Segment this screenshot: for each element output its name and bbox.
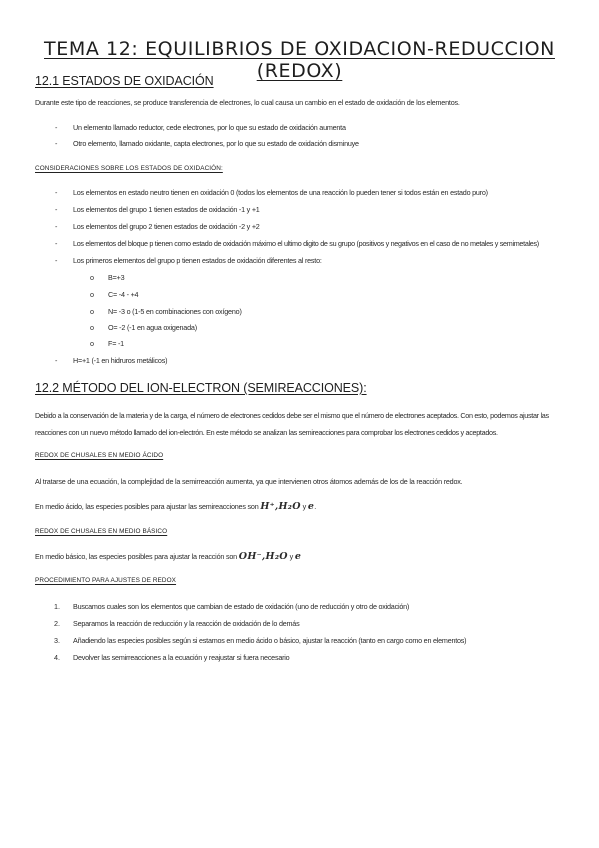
basic-species-formula: OH⁻,H₂O <box>238 551 288 562</box>
sub-bullet-marker: o <box>90 339 94 348</box>
bullet-marker: - <box>55 139 58 148</box>
step-number: 2. <box>54 619 60 628</box>
bullet-marker: - <box>55 239 58 248</box>
page-title: TEMA 12: EQUILIBRIOS DE OXIDACION-REDUCCION (REDOX) <box>44 38 555 82</box>
electron-symbol: e <box>307 501 315 512</box>
sub-list-item: B=+3 <box>108 273 125 282</box>
list-item: Otro elemento, llamado oxidante, capta electrones, por lo que su estado de oxidación disminuye <box>73 139 359 148</box>
bullet-marker: - <box>55 123 58 132</box>
section-heading-oxidation-states: 12.1 ESTADOS DE OXIDACIÓN <box>35 74 214 88</box>
list-item: Los elementos del grupo 1 tienen estados de oxidación -1 y +1 <box>73 205 260 214</box>
sub-bullet-marker: o <box>90 323 94 332</box>
acid-species-formula: H⁺,H₂O <box>260 501 301 512</box>
bullet-marker: - <box>55 188 58 197</box>
acid-medium-text: Al tratarse de una ecuación, la complejidad de la semirreacción aumenta, ya que intervienen otros átomos además de los de la reacción redox. <box>35 477 463 486</box>
sub-list-item: C= -4 - +4 <box>108 290 139 299</box>
step-number: 4. <box>54 653 60 662</box>
procedure-step: Separamos la reacción de reducción y la reacción de oxidación de lo demás <box>73 619 300 628</box>
list-item: H=+1 (-1 en hidruros metálicos) <box>73 356 168 365</box>
step-number: 3. <box>54 636 60 645</box>
sub-bullet-marker: o <box>90 273 94 282</box>
acid-medium-heading: REDOX DE CHUSALES EN MEDIO ÁCIDO <box>35 452 164 459</box>
bullet-marker: - <box>55 205 58 214</box>
basic-species-and: y <box>289 552 294 561</box>
basic-medium-heading: REDOX DE CHUSALES EN MEDIO BÁSICO <box>35 528 168 535</box>
sub-bullet-marker: o <box>90 307 94 316</box>
considerations-heading: CONSIDERACIONES SOBRE LOS ESTADOS DE OXIDACIÓN: <box>35 165 223 172</box>
acid-species-and: y <box>302 502 307 511</box>
list-item: Los primeros elementos del grupo p tienen estados de oxidación diferentes al resto: <box>73 256 322 265</box>
basic-species-prefix: En medio básico, las especies posibles para ajustar la reacción son <box>35 552 237 561</box>
list-item: Los elementos del bloque p tienen como estado de oxidación máximo el ultimo digito de su grupo (positivos y negativos en el caso de no metales y semimetales) <box>73 239 539 248</box>
sub-list-item: F= -1 <box>108 339 124 348</box>
list-item: Los elementos en estado neutro tienen en oxidación 0 (todos los elementos de una reacción lo pueden tener si todos están en estado puro) <box>73 188 488 197</box>
procedure-step: Añadiendo las especies posibles según si estamos en medio ácido o básico, ajustar la reacción (tanto en cargo como en elementos) <box>73 636 467 645</box>
list-item: Un elemento llamado reductor, cede electrones, por lo que su estado de oxidación aumenta <box>73 123 346 132</box>
list-item: Los elementos del grupo 2 tienen estados de oxidación -2 y +2 <box>73 222 260 231</box>
acid-species-prefix: En medio ácido, las especies posibles para ajustar las semireacciones son <box>35 502 259 511</box>
step-number: 1. <box>54 602 60 611</box>
electron-symbol: e <box>294 551 302 562</box>
sub-bullet-marker: o <box>90 290 94 299</box>
sub-list-item: O= -2 (-1 en agua oxigenada) <box>108 323 197 332</box>
procedure-step: Devolver las semirreacciones a la ecuación y reajustar si fuera necesario <box>73 653 290 662</box>
procedure-heading: PROCEDIMIENTO PARA AJUSTES DE REDOX <box>35 577 177 584</box>
sub-list-item: N= -3 o (1-5 en combinaciones con oxígeno) <box>108 307 242 316</box>
basic-medium-species <box>35 551 301 562</box>
bullet-marker: - <box>55 356 58 365</box>
procedure-step: Buscamos cuales son los elementos que cambian de estado de oxidación (uno de reducción y otro de oxidación) <box>73 602 410 611</box>
acid-medium-species <box>35 501 316 512</box>
bullet-marker: - <box>55 256 58 265</box>
section-heading-ion-electron: 12.2 MÉTODO DEL ION-ELECTRON (SEMIREACCIONES): <box>35 381 367 395</box>
section2-intro-line2: reacciones con un nuevo método llamado del ion-electrón. En este método se analizan las semireacciones para comprobar los electrones cedidos y aceptados. <box>35 428 498 437</box>
section1-intro: Durante este tipo de reacciones, se produce transferencia de electrones, lo cual causa un cambio en el estado de oxidación de los elementos. <box>35 98 460 107</box>
section2-intro-line1: Debido a la conservación de la materia y de la carga, el número de electrones cedidos debe ser el mismo que el número de electrones aceptados. Con esto, podemos ajustar las <box>35 411 549 420</box>
bullet-marker: - <box>55 222 58 231</box>
acid-species-period: . <box>314 502 317 511</box>
